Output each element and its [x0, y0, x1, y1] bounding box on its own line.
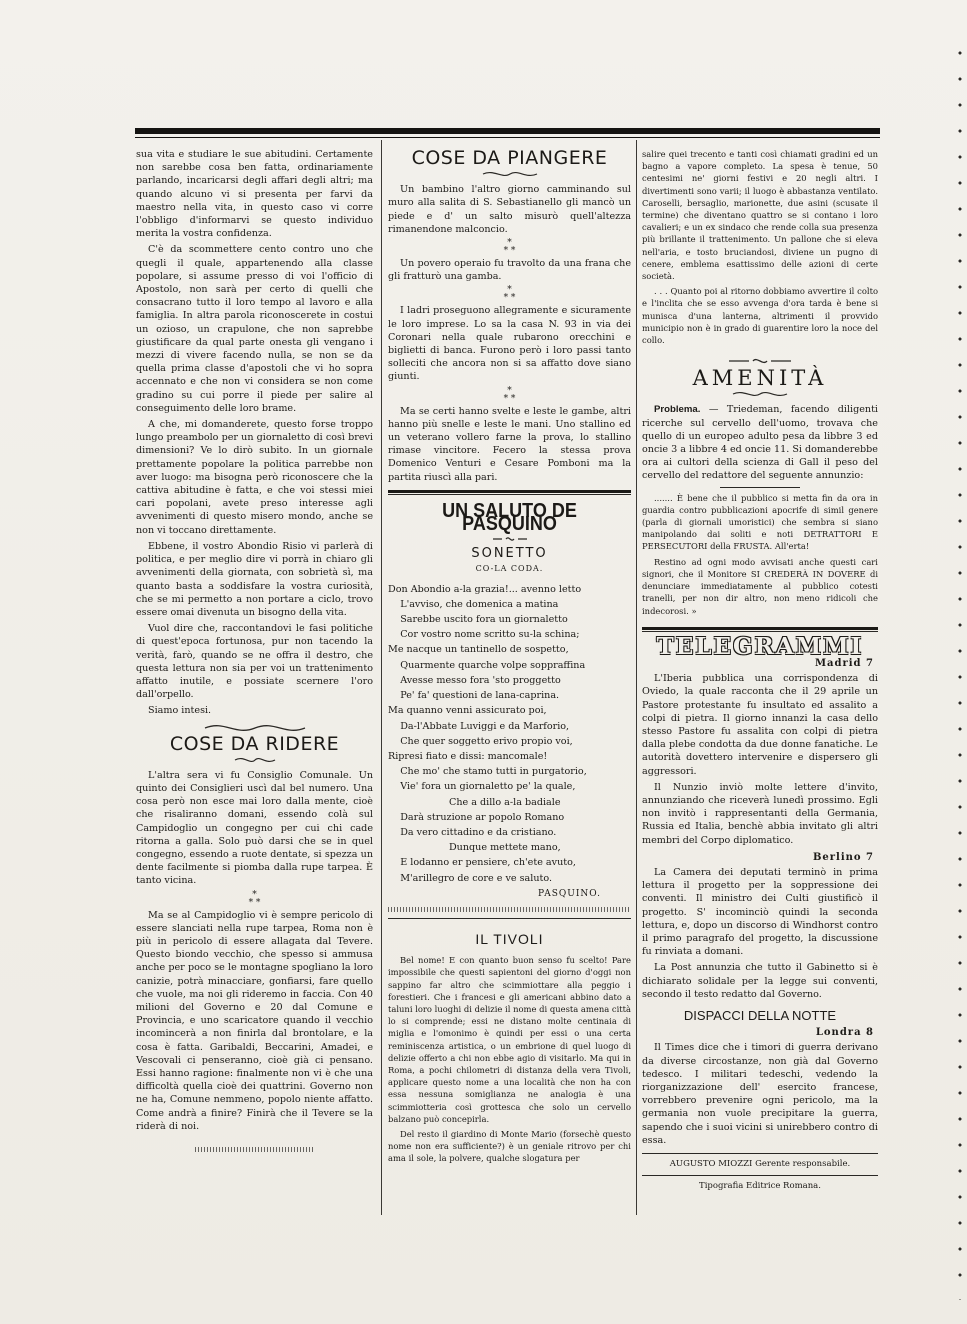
- paragraph: Un bambino l'altro giorno camminando sul muro alla salita di S. Sebastianello gli mancò un piede e d' un salto misurò quell'altezza rimanendone malconcio.: [388, 184, 631, 235]
- small-ornament: [490, 535, 530, 543]
- paragraph: Ma se al Campidoglio vi è sempre pericolo di essere slanciati nella rupe tarpea, Roma non è più in pericolo di essere allagata dal Tevere. Questo biondo vecchio, che spesso si ammusa anche per poco se le montagne spogliano la loro canizie, potrà minacciare, gonfiarsi, fare quello che vuole, ma noi gli rideremo in faccia. Con 40 milioni del Governo e 20 dal Comune e Provincia, e uno scaricatore quando il vecchio incomincerà a non finirla dal brontolare, e la cosa è fatta. Garibaldi, Beccarini, Amadei, e Vescovali ci penseranno, cioè già ci pensano. Essi hanno ragione: finalmente non vi è che una difficoltà quella cioè dei quattrini. Governo non ne ha, Comune nemmeno, popolo niente affatto. Come andrà a finire? Finirà che il Tevere se la riderà di noi.: [136, 909, 373, 1132]
- small-ornament: [480, 169, 540, 179]
- paragraph: salire quei trecento e tanti così chiamati gradini ed un bagno a vapore completo. La spesa è tenue, 50 centesimi ne' giorni festivi e 20 negli altri. I divertimenti sono varii; il luogo è abbastanza ventilato. Caroselli, bersaglio, marionette, due asini (scusate il termine) che diventano quattro se si contano i loro cavalieri; e un ex sindaco che rende colla sua presenza più brillante il trattenimento. Un pallone che si eleva nell'aria, e tosto bruciandosi, diviene un pugno di cenere, emblema esattissimo delle azioni di certe società.: [642, 149, 878, 282]
- paragraph: L'altra sera vi fu Consiglio Comunale. Un quinto dei Consiglieri uscì dal bel numero. Una cosa però non esce mai loro dalla mente, cioè che risaliranno domani, essendo colà sul Campidoglio un congegno per cui chi cade ritorna a galla. Solo può darsi che se in quel congegno, essendo a ruote dentate, si spezza un dente facilmente si piomba dalla rupe tarpea. È tanto vicina.: [136, 769, 373, 887]
- section-rule-thin: [388, 494, 631, 495]
- scroll-ornament: [200, 722, 310, 734]
- dateline: Berlino 7: [812, 851, 874, 863]
- gerente-line: AUGUSTO MIOZZI Gerente responsabile.: [669, 1159, 851, 1170]
- binding-holes: [956, 40, 964, 1300]
- asterism: * * *: [248, 889, 261, 908]
- small-ornament: [232, 755, 278, 765]
- paragraph: C'è da scommettere cento contro uno che quegli il quale, appartenendo alla classe popolare, si assume presso di voi l'officio di Apostolo, non sarà per certo di quelli che consacrano tutto il loro tempo al lavoro e alla famiglia. In altra parola riconoscerete in costui un ozioso, un crapulone, che non saprebbe giustificare da qual parte onesta gli vengano i mezzi di vivere facendo nulla, se non se da quella prima classe d'apostoli che vi ho sopra accennato e che non vi considera se non come gradino su cui porre il piede per salire al conseguimento delle loro brame.: [136, 244, 373, 414]
- paragraph: Il Nunzio inviò molte lettere d'invito, annunziando che riceverà lunedì prossimo. Egli non invitò i rappresentanti della Germania, Russia ed Italia, benchè abbia invitato gli altri membri del Corpo diplomatico.: [642, 781, 878, 846]
- poem-line: Ma quanno venni assicurato poi,: [388, 705, 547, 717]
- signature: PASQUINO.: [538, 888, 601, 899]
- section-rule: [388, 490, 631, 493]
- paragraph: . . . Quanto poi al ritorno dobbiamo avvertire il colto e l'inclita che se esso avvenga d'ora tarda è bene si munisca d'una lanterna, altrimenti il provvido municipio non è in grado di guarentire loro la noce del collo.: [642, 286, 878, 346]
- paragraph: Restino ad ogni modo avvisati anche questi cari signori, che il Monitore SI CREDERÀ IN DOVERE di denunciare immediatamente al pubblico cotesti tranelli, per non dir altro, non meno ridicoli che indecorosi. »: [642, 556, 878, 616]
- poem-line: Che quer soggetto erivo propio voi,: [388, 735, 573, 747]
- poem: [388, 582, 631, 886]
- asterism: * * *: [503, 285, 516, 304]
- footer-rule: [642, 1175, 878, 1176]
- poem-line: Da vero cittadino e da cristiano.: [388, 826, 557, 838]
- paragraph: Vuol dire che, raccontandovi le fasi politiche di quest'epoca fortunosa, pur non tacendo la verità, farò, quando se ne offra il destro, che questa lettura non sia per voi un trattenimento affatto inutile, e possiate scernere l'oro dall'orpello.: [136, 623, 373, 701]
- asterism: * * *: [503, 385, 516, 404]
- section-title-dispacci: DISPACCI DELLA NOTTE: [683, 1007, 837, 1023]
- printer-line: Tipografia Editrice Romana.: [699, 1181, 821, 1192]
- sonetto-title: SONETTO: [471, 546, 548, 562]
- paragraph: La Camera dei deputati terminò in prima lettura il progetto per la soppressione dei conventi. Il ministro dei Culti giustificò il progetto. S' incominciò quindi la seconda lettura, e, dopo un discorso di Windhorst contro il primo paragrafo del progetto, la discussione fu rinviata a domani.: [642, 866, 878, 958]
- paragraph: ....... È bene che il pubblico si metta fin da ora in guardia contro pubblicazioni apocrife di simil genere (parla di giornali umoristici) che sembra si siano manipolando dai soliti e noti DETRATTORI E PERSECUTORI della FRUSTA. All'erta!: [642, 492, 878, 552]
- poem-line: Da-l'Abbate Luviggi e da Marforio,: [388, 720, 570, 732]
- paragraph: L'Iberia pubblica una corrispondenza di Oviedo, la quale racconta che il 29 aprile un Pastore protestante fu insultato ed assalito a colpi di pietra. Il giorno innanzi la casa dello stesso Pastore fu assalita con colpi di pietra dalla plebe condotta da due donne fanatiche. Le autorità dovettero intervenire e dispersero gli aggressori.: [642, 673, 878, 777]
- short-rule: [720, 487, 800, 488]
- section-title-telegrammi: TELEGRAMMI: [656, 632, 864, 660]
- header-rule: [135, 128, 880, 134]
- poem-line: Che a dillo a-la badiale: [388, 796, 561, 808]
- column-separator: [381, 140, 382, 1215]
- divider: [195, 1147, 315, 1152]
- column-1: [136, 148, 373, 1152]
- problema-label: Problema.: [654, 404, 701, 416]
- paragraph: Bel nome! E con quanto buon senso fu scelto! Pare impossibile che questi sapientoni del giorno d'oggi non sappino far altro che scimmiottare alla peggio i forestieri. Che i francesi e gli americani abbino dato a taluni loro luoghi di delizie il nome di questa amena città lo si comprende; essi ne distano molte centinaia di miglia e l'omonimo è quindi per essi o una certa reminiscenza artistica, o un embrione di quel luogo di delizie offerto a chi non ebbe agio di visitarlo. Ma qui in Roma, a pochi chilometri di distanza della vera Tivoli, applicare questo nome a una località che non ha con essa nessuna somiglianza ne analogia è una scimmiotteria così grottesca che solo un cervello balzano può concepirla.: [388, 955, 631, 1124]
- poem-line: Pe' fa' questioni de lana-caprina.: [388, 690, 560, 702]
- problema-text: — Triedeman, facendo diligenti ricerche sul cervello dell'uomo, trovava che quello di un europeo adulto pesa da libbre 3 ed oncie 3 a libbre 4 ed oncie 11. Si domanderebbe ora ai cultori della scienza di Gall il peso del cervello del redattore del seguente annunzio:: [642, 404, 878, 482]
- paragraph: Del resto il giardino di Monte Mario (forsechè questo nome non era sufficiente?) è un geniale ritrovo per chi ama il sole, la polvere, qualche slogatura per: [388, 1128, 631, 1164]
- sonetto-subtitle: CO-LA CODA.: [475, 564, 544, 574]
- poem-line: Cor vostro nome scritto su-la schina;: [388, 629, 580, 641]
- section-rule: [642, 627, 878, 630]
- poem-line: Avesse messo fora 'sto proggetto: [388, 674, 561, 686]
- paragraph: Un povero operaio fu travolto da una frana che gli fratturò una gamba.: [388, 258, 631, 283]
- paragraph: Siamo intesi.: [148, 705, 212, 717]
- paragraph: La Post annunzia che tutto il Gabinetto si è dichiarato solidale per la legge sui conventi, secondo il testo redatto dal Governo.: [642, 962, 878, 1000]
- section-title-tivoli: IL TIVOLI: [475, 930, 544, 947]
- paragraph: sua vita e studiare le sue abitudini. Certamente non sarebbe cosa ben fatta, ordinariamente parlando, incaricarsi degli affari degli altri; ma quando alcuno vi si presenta per farvi da maestro nella vita, in questo caso vi corre l'obbligo d'informarvi se questo individuo merita la vostra confidenza.: [136, 149, 373, 240]
- poem-line: Don Abondio a-la grazia!... avenno letto: [388, 583, 582, 595]
- poem-line: Me nacque un tantinello de sospetto,: [388, 644, 569, 656]
- poem-line: Ripresi fiato e dissi: mancomale!: [388, 750, 548, 762]
- paragraph: A che, mi domanderete, questo forse troppo lungo preambolo per un giornaletto di così brevi dimensioni? Ve lo dirò subito. In un giornale prettamente popolare la politica parrebbe non aver luogo: ma bisogna però riconoscere che la cattiva abitudine è fatta, e che voi stessi miei cari popolani, avete preso interesse agli avvenimenti di questo misero mondo, anche se non vi toccano direttamente.: [136, 419, 373, 536]
- paragraph: I ladri proseguono allegramente e sicuramente le loro imprese. Lo sa la casa N. 93 in via dei Coronari nella quale rubarono orecchini e biglietti di banca. Furono però i loro passi tanto solleciti che ancora non si sa affatto dove siano giunti.: [388, 305, 631, 383]
- column-3: [642, 148, 878, 1193]
- section-title-cose-da-ridere: COSE DA RIDERE: [169, 732, 340, 755]
- paragraph: Ebbene, il vostro Abondio Risio vi parlerà di politica, e per meglio dire vi porrà in chiaro gli avvenimenti della giornata, con sobrietà sì, ma quanto basta a soddisfare la vostra curiosità, che se mi permetto a non portare a ciclo, trovo essere omai divenuta un bisogno della vita.: [136, 540, 373, 618]
- problema-paragraph: [642, 403, 878, 482]
- poem-line: Dunque mettete mano,: [388, 842, 561, 854]
- poem-line: Vie' fora un giornaletto pe' la quale,: [388, 781, 576, 793]
- poem-line: Sarebbe uscito fora un giornaletto: [388, 614, 568, 626]
- paragraph: Ma se certi hanno svelte e leste le gambe, altri hanno più snelle e leste le mani. Uno stallino ed un veterano vollero farne la prova, lo stallino rimase vincitore. Fecero la stessa prova Domenico Venturi e Cesare Pomboni ma la partita riuscì alla pari.: [388, 405, 631, 483]
- dateline: Madrid 7: [814, 657, 874, 669]
- divider-ornament: [725, 356, 795, 366]
- dateline: Londra 8: [815, 1027, 874, 1039]
- section-title-amenita: AMENITÀ: [692, 366, 828, 391]
- column-separator: [636, 140, 637, 1215]
- divider: [388, 907, 631, 912]
- poem-line: Che mo' che stamo tutti in purgatorio,: [388, 766, 587, 778]
- column-2: [388, 148, 631, 1168]
- small-ornament: [730, 389, 790, 399]
- poem-line: Darà struzione ar popolo Romano: [388, 811, 565, 823]
- asterism: * * *: [503, 238, 516, 257]
- section-title-saluto-pasquino: UN SALUTO DE PASQUINO: [442, 499, 577, 536]
- section-title-cose-da-piangere: COSE DA PIANGERE: [411, 147, 608, 169]
- poem-line: Quarmente quarche volpe soppraffina: [388, 659, 586, 671]
- header-rule-thin: [135, 137, 880, 138]
- poem-line: L'avviso, che domenica a matina: [388, 598, 559, 610]
- poem-line: M'arillegro de core e ve saluto.: [388, 872, 553, 884]
- divider-thin: [388, 918, 631, 919]
- poem-line: E lodanno er pensiere, ch'ete avuto,: [388, 857, 576, 869]
- section-rule-thin: [642, 631, 878, 632]
- paragraph: Il Times dice che i timori di guerra derivano da diverse circostanze, non già dal Governo tedesco. I militari tedeschi, vedendo la riorganizzazione dell' esercito francese, vorrebbero prevenire ogni pericolo, ma la germania non vuole precipitare la guerra, sapendo che i suoi vicini si unirebbero contro di essa.: [642, 1041, 878, 1154]
